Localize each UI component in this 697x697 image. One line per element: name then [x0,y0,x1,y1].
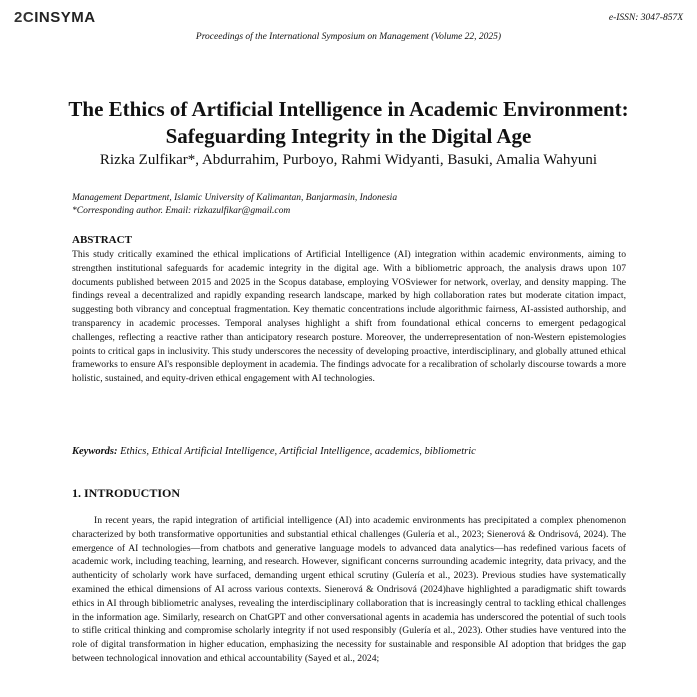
issn-label: e-ISSN: 3047-857X [608,13,683,23]
proceedings-header: Proceedings of the International Symposium on Management (Volume 22, 2025) [195,32,502,42]
logo-mark: 2C [14,9,35,26]
corresponding-author: *Corresponding author. Email: rizkazulfikar@gmail.com [72,206,291,216]
keywords-line [72,446,626,457]
section-heading: 1. INTRODUCTION [72,486,181,500]
keywords-label: Keywords: [72,446,118,457]
affiliation-block [72,192,397,218]
abstract-text: This study critically examined the ethical implications of Artificial Intelligence (AI) integration within academic environments, aiming to strengthen institutional safeguards for academic integrity in the digital age. With a bibliometric approach, the analysis draws upon 107 documents published between 2015 and 2025 in the Scopus database, employing VOSviewer for network, overlay, and density mapping. The findings reveal a decentralized and rapidly expanding research landscape, marked by high collaboration rates but moderate citation impact, suggesting both vibrancy and conceptual fragmentation. Key thematic concentrations include algorithmic fairness, AI-assisted authorship, and transparency in academic processes. Temporal analyses highlight a shift from foundational ethical concerns to emergent pedagogical challenges, reflecting a reactive rather than anticipatory research posture. Moreover, the underrepresentation of non-Western epistemologies points to critical gaps in inclusivity. This study underscores the necessity of developing proactive, interdisciplinary, and globally attuned ethical frameworks to ensure AI's responsible deployment in academia. The findings advocate for a recalibration of scholarly discourse towards a more holistic, sustained, and equity-driven ethical engagement with AI technologies. [72,249,626,385]
journal-logo [14,9,96,26]
keywords-list: Ethics, Ethical Artificial Intelligence, Artificial Intelligence, academics, bibliometric [120,446,476,457]
introduction-text: In recent years, the rapid integration of artificial intelligence (AI) into academic environments has precipitated a complex phenomenon characterized by both transformative opportunities and substantial ethical challenges (Gulería et al., 2023; Sienerová & Ondrisová, 2024). The emergence of AI technologies—from chatbots and generative language models to advanced data analytics—has redefined various facets of academic work, including teaching, learning, and research. However, significant concerns surrounding academic integrity, data privacy, and the authenticity of scholarly work have surfaced, demanding urgent ethical scrutiny (Gulería et al., 2023). Previous studies have systematically examined the ethical dimensions of AI across various contexts. Sienerová & Ondrisová (2024)have highlighted a paradigmatic shift towards ethics in AI through bibliometric analyses, revealing the interdisciplinary collaboration that is increasingly central to tackling ethical challenges in the information age. Similarly, research on ChatGPT and other conversational agents in academia has underscored the potential of such tools to stifle critical thinking and compromise scholarly integrity if not used responsibly (Gulería et al., 2023). Other studies have ventured into the role of digital transformation in higher education, emphasizing the necessity for sustainable and responsible AI adoption that bridges the gap between technological innovation and ethical accountability (Sayed et al., 2024; [72,515,626,664]
abstract-heading: ABSTRACT [72,234,132,246]
affiliation: Management Department, Islamic University of Kalimantan, Banjarmasin, Indonesia [72,193,398,203]
logo-text: INSYMA [34,9,96,26]
paper-title: The Ethics of Artificial Intelligence in Academic Environment: Safeguarding Integrity in the Digital Age [68,97,629,148]
author-list: Rizka Zulfikar*, Abdurrahim, Purboyo, Rahmi Widyanti, Basuki, Amalia Wahyuni [99,152,598,168]
